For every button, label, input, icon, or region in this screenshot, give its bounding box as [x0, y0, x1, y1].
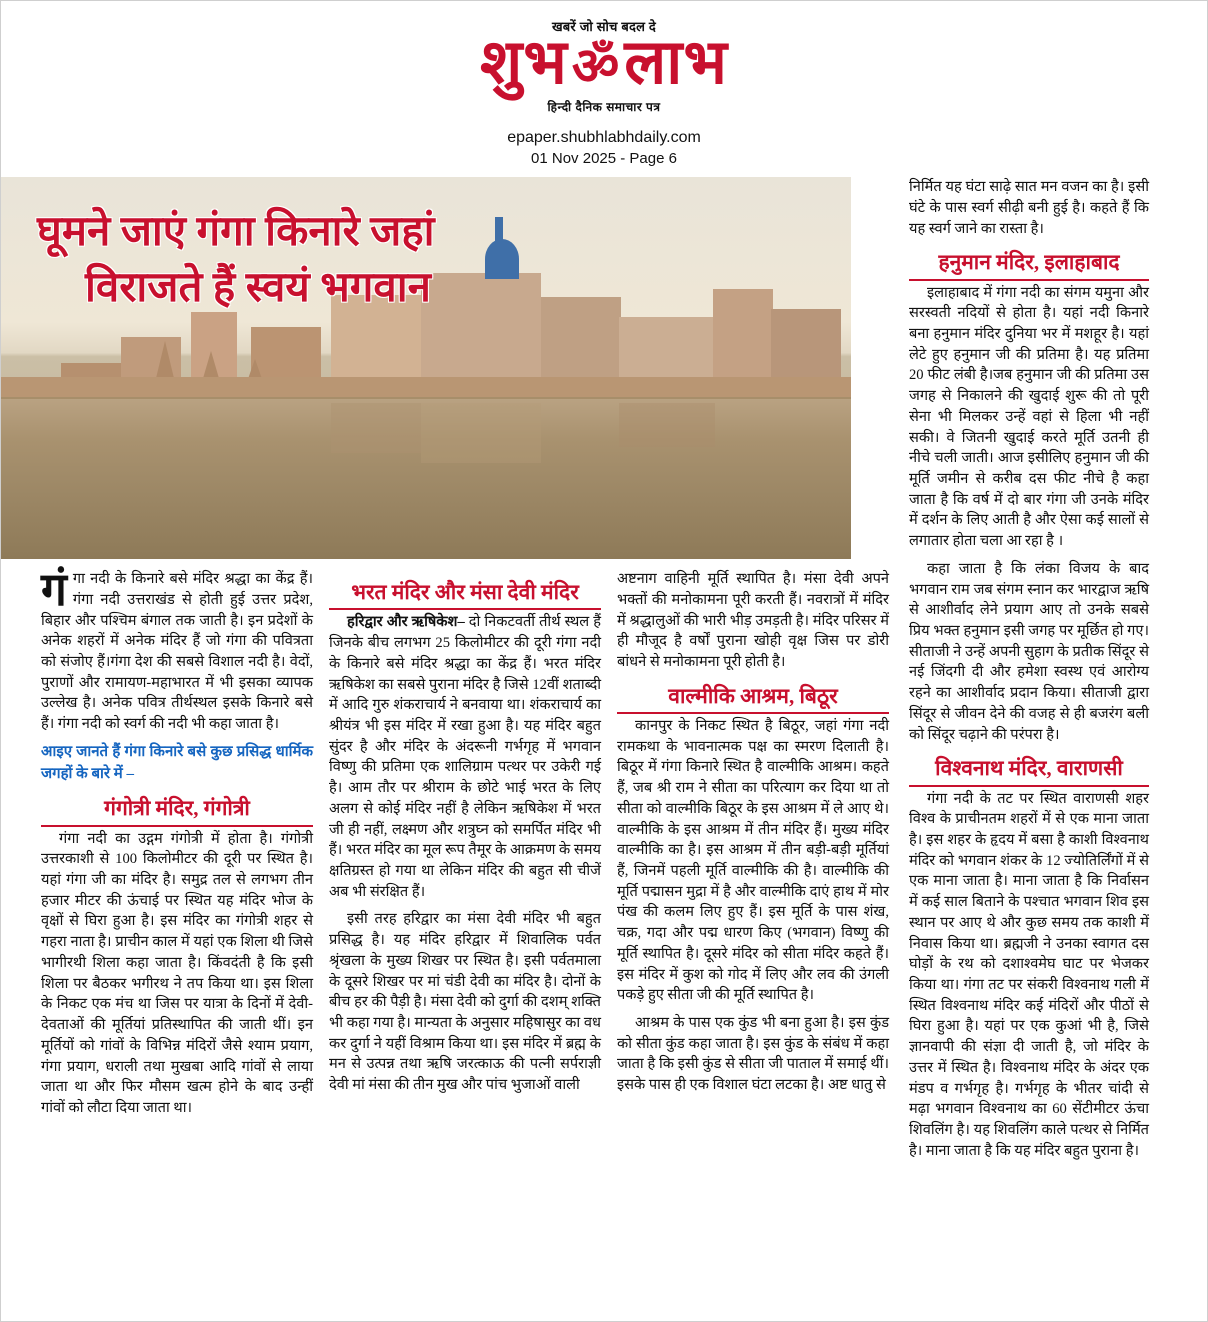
column-4 — [909, 177, 1149, 1168]
column-3 — [617, 569, 889, 1126]
col4-para-4: गंगा नदी के तट पर स्थित वाराणसी शहर विश्व के प्राचीनतम शहरों में से एक माना जाता है। इस शहर के हृदय में बसा है काशी विश्वनाथ मंदिर को भगवान शंकर के 12 ज्योतिर्लिंगों में से एक माना जाता है। माना जाता है कि निर्वासन में कई साल बिताने के पश्चात भगवान शिव इस स्थान पर आए थे और कुछ समय तक काशी में निवास किया था। ब्रह्मजी ने उनका स्वागत दस घोड़ों के रथ को दशाश्वमेघ घाट पर भेजकर किया था। गंगा तट पर संकरी विश्वनाथ गली में स्थित विश्वनाथ मंदिर कई मंदिरों और पीठों से घिरा हुआ है। यहां पर एक कुआं भी है, जिसे ज्ञानवापी की संज्ञा दी जाती है, जो मंदिर के उत्तर में स्थित है। विश्वनाथ मंदिर के अंदर एक मंडप व गर्भगृह है। गर्भगृह के भीतर चांदी से मढ़ा भगवान विश्वनाथ का 60 सेंटीमीटर ऊंचा शिवलिंग है। यह शिवलिंग काले पत्थर से निर्मित है। माना जाता है कि यह मंदिर बहुत पुराना है। — [909, 790, 1149, 1159]
masthead-tagline: खबरें जो सोच बदल दे — [551, 19, 657, 34]
masthead-title — [480, 31, 728, 96]
col4-para-1: निर्मित यह घंटा साढ़े सात मन वजन का है। इसी घंटे के पास स्वर्ग सीढ़ी बनी हुई है। कहते हैं कि यह स्वर्ग जाने का रास्ता है। — [909, 179, 1149, 237]
subhead-vishwanath-varanasi: विश्वनाथ मंदिर, वाराणसी — [909, 755, 1149, 786]
masthead-subtitle: हिन्दी दैनिक समाचार पत्र — [547, 100, 661, 115]
subhead-gangotri: गंगोत्री मंदिर, गंगोत्री — [41, 795, 313, 826]
col1-para-1 — [41, 564, 313, 735]
col3-para-3: आश्रम के पास एक कुंड भी बना हुआ है। इस कुंड को सीता कुंड कहा जाता है। इस कुंड के संबंध में कहा जाता है कि इसी कुंड से सीता जी पाताल में समाई थीं। इसके पास ही एक विशाल घंटा लटका है। अष्ट धातु से — [617, 1015, 889, 1094]
subhead-valmiki-ashram: वाल्मीकि आश्रम, बिठूर — [617, 683, 889, 714]
page-headline — [37, 205, 657, 316]
epaper-url: epaper.shubhlabhdaily.com — [507, 129, 701, 147]
col2-para-1 — [329, 612, 601, 902]
masthead-title-left: शुभ — [480, 29, 568, 97]
article-columns — [41, 564, 891, 1126]
col2-para-1-text: दो निकटवर्ती तीर्थ स्थल हैं जिनके बीच लगभग 25 किलोमीटर की दूरी गंगा नदी के किनारे बसे मंदिर श्रद्धा का केंद्र हैं। भरत मंदिर ऋषिकेश का सबसे पुराना मंदिर है जिसे 12वीं शताब्दी में आदि गुरु शंकराचार्य ने बनवाया था। शंकराचार्य का श्रीयंत्र भी इस मंदिर में रखा हुआ है। यह मंदिर बहुत सुंदर है और मंदिर के अंदरूनी गर्भगृह में भगवान विष्णु की प्रतिमा एक शालिग्राम पत्थर पर उकेरी गई है। आम तौर पर श्रीराम के छोटे भाई भरत के लिए अलग से कोई मंदिर नहीं है लेकिन ऋषिकेश में भरत जी ही नहीं, लक्ष्मण और शत्रुघ्न को समर्पित मंदिर भी हैं। भरत मंदिर का मूल रूप तैमूर के आक्रमण के समय क्षतिग्रस्त हो गया था लेकिन मंदिर की बहुत सी चीजें अब भी संरक्षित हैं। — [329, 614, 601, 900]
headline-line-1: घूमने जाएं गंगा किनारे जहां — [37, 209, 435, 256]
subhead-bharat-mansa: भरत मंदिर और मंसा देवी मंदिर — [329, 579, 601, 610]
col1-para-1-text: गा नदी के किनारे बसे मंदिर श्रद्धा का केंद्र हैं। गंगा नदी उत्तराखंड से होती हुई उत्तर प्रदेश, बिहार और पश्चिम बंगाल तक जाती है। इन प्रदेशों के अनेक शहरों में अनेक मंदिर हैं जो गंगा की पवित्रता को संजोए हैं।गंगा देश की सबसे विशाल नदी है। वेदों, पुराणों और रामायण-महाभारत में भी इसका व्यापक उल्लेख है। अनेक पवित्र तीर्थस्थल इसके किनारे बसे हैं। गंगा नदी को स्वर्ग की नदी भी कहा जाता है। — [41, 571, 313, 733]
subhead-hanuman-allahabad: हनुमान मंदिर, इलाहाबाद — [909, 249, 1149, 280]
col1-teaser: आइए जानते हैं गंगा किनारे बसे कुछ प्रसिद्ध धार्मिक जगहों के बारे में – — [41, 743, 313, 782]
col2-lead-in: हरिद्वार और ऋषिकेश– — [347, 614, 465, 631]
col3-para-2: कानपुर के निकट स्थित है बिठूर, जहां गंगा नदी रामकथा के भावनात्मक पक्ष का स्मरण दिलाती है। बिठूर में गंगा किनारे स्थित है वाल्मीकि आश्रम। कहते हैं, जब श्री राम ने सीता का परित्याग कर दिया था तो सीता को वाल्मीकि बिठूर के इस आश्रम में ले आए थे। वाल्मीकि के इस आश्रम में तीन मंदिर हैं। मुख्य मंदिर वाल्मीकि का है। इस आश्रम में तीन बड़ी-बड़ी मूर्तियां हैं, जिनमें पहली मूर्ति वाल्मीकि की है। वाल्मीकि की मूर्ति पद्मासन मुद्रा में है और वाल्मीकि दाएं हाथ में मोर पंख की कलम लिए हुए हैं। इस मूर्ति के पास शंख, चक्र, गदा और पद्म धारण किए (भगवान) विष्णु की मूर्ति स्थापित है। दूसरे मंदिर को सीता मंदिर कहते हैं। इस मंदिर में कुश को गोद में लिए और लव की उंगली पकड़े हुए सीता जी की मूर्ति स्थापित है। — [617, 717, 889, 1004]
col3-para-1: अष्टनाग वाहिनी मूर्ति स्थापित है। मंसा देवी अपने भक्तों की मनोकामना पूरी करती हैं। नवरात्रों में मंदिर में श्रद्धालुओं की भारी भीड़ उमड़ती है। मंदिर परिसर में ही मौजूद है वर्षों पुराना खोही वृक्ष जिस पर डोरी बांधने से मनोकामना पूरी होती है। — [617, 571, 889, 670]
column-1 — [41, 564, 313, 1126]
masthead — [1, 1, 1207, 167]
col1-para-2: गंगा नदी का उद्गम गंगोत्री में होता है। गंगोत्री उत्तरकाशी से 100 किलोमीटर की दूरी पर स्थित है। यहां गंगा जी का मंदिर है। समुद्र तल से लगभग तीन हजार मीटर की ऊंचाई पर स्थित यह मंदिर भोज के वृक्षों से घिरा हुआ है। इस मंदिर का गंगोत्री शहर से गहरा नाता है। प्राचीन काल में यहां एक शिला थी जिसे भागीरथी शिला कहा जाता है। किंवदंती है कि इसी शिला पर बैठकर भगीरथ ने तप किया था। इस शिला के निकट एक मंच था जिस पर यात्रा के दिनों में देवी-देवताओं की मूर्तियां प्रतिस्थापित की जाती थीं। इन मूर्तियों को गांवों के विभिन्न मंदिरों जैसे श्याम प्रयाग, गंगा प्रयाग, धराली तथा मुखबा आदि गांवों से लाया जाता था और फिर मौसम खत्म होने के बाद उन्हीं गांवों को लौटा दिया जाता था। — [41, 830, 313, 1116]
page-content — [1, 177, 1207, 1168]
issue-date-page: 01 Nov 2025 - Page 6 — [531, 150, 677, 168]
headline-line-2: विराजते हैं स्वयं भगवान — [85, 264, 431, 311]
newspaper-logo — [470, 15, 738, 117]
om-icon: ॐ — [571, 39, 621, 97]
drop-cap: गं — [41, 564, 67, 616]
left-block — [37, 177, 891, 1168]
col2-para-2: इसी तरह हरिद्वार का मंसा देवी मंदिर भी बहुत प्रसिद्ध है। यह मंदिर हरिद्वार में शिवालिक पर्वत श्रृंखला के मुख्य शिखर पर स्थित है। इसी पर्वतमाला के दूसरे शिखर पर मां चंडी देवी का मंदिर है। दोनों के बीच हर की पैड़ी है। मंसा देवी को दुर्गा की दशम् शक्ति भी कहा गया है। मान्यता के अनुसार महिषासुर का वध कर दुर्गा ने यहीं विश्राम किया था। इस मंदिर में ब्रह्म के मन से उत्पन्न तथा ऋषि जरत्काऊ की पत्नी सर्पराज्ञी देवी मां मंसा की तीन मुख और पांच भुजाओं वाली — [329, 911, 601, 1094]
masthead-title-right: लाभ — [624, 29, 728, 97]
column-2 — [329, 569, 601, 1126]
col4-para-2: इलाहाबाद में गंगा नदी का संगम यमुना और सरस्वती नदियों से होता है। यहां नदी किनारे बना हनुमान मंदिर दुनिया भर में मशहूर है। यहां लेटे हुए हनुमान जी की प्रतिमा है। यह प्रतिमा 20 फीट लंबी है।जब हनुमान जी की प्रतिमा उस जगह से निकालने की खुदाई शुरू की तो पूरी सेना भी मिलकर उन्हें वहां से हिला भी नहीं सकी। वे जितनी खुदाई करते मूर्ति उतनी ही नीचे चली जाती। आज इसीलिए हनुमान जी की मूर्ति जमीन से करीब दस फीट नीचे है कहा जाता है कि वर्ष में दो बार गंगा जी उनके मंदिर में दर्शन के लिए आती है और ऐसा कई सालों से लगातार होता चला आ रहा है । — [909, 284, 1149, 550]
col4-para-3: कहा जाता है कि लंका विजय के बाद भगवान राम जब संगम स्नान कर भारद्वाज ऋषि से आशीर्वाद लेने प्रयाग आए तो उनके सबसे प्रिय भक्त हनुमान इसी जगह पर मूर्छित हो गए। सीताजी ने उन्हें अपनी सुहाग के प्रतीक सिंदूर से नई जिंदगी दी और हमेशा स्वस्थ एवं आरोग्य रहने का आशीर्वाद प्रदान किया। सीताजी द्वारा सिंदूर से जीवन देने की वजह से ही बजरंग बली को सिंदूर चढ़ाने की परंपरा है। — [909, 560, 1149, 743]
